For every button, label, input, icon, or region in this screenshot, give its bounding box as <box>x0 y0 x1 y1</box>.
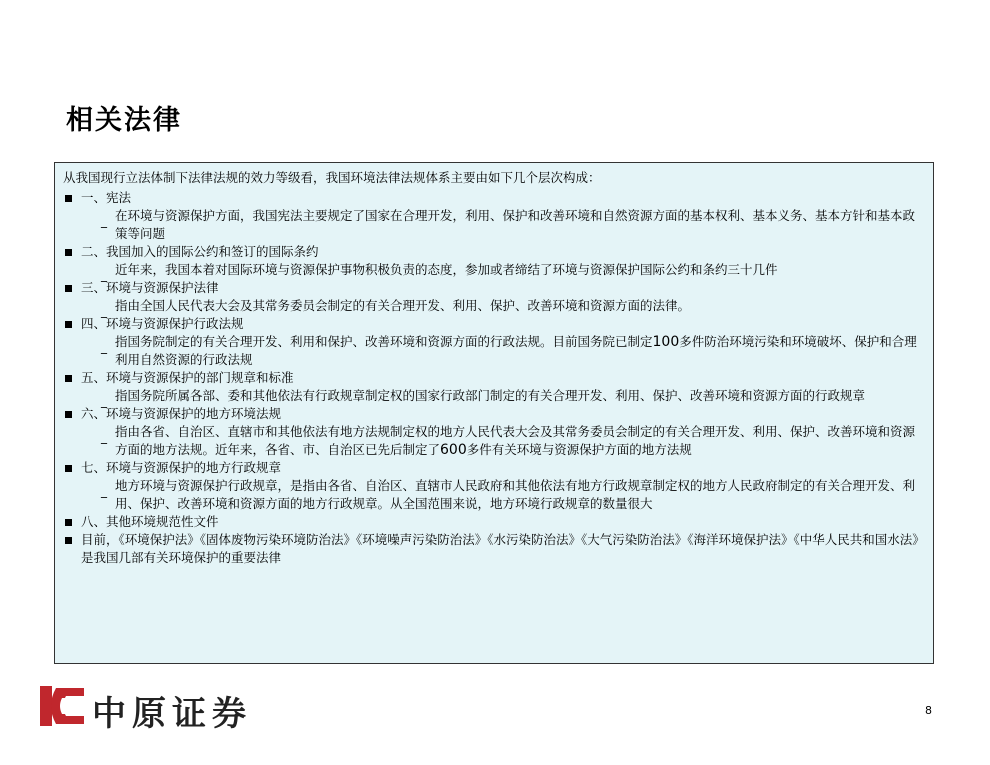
list-item <box>63 531 925 567</box>
bullet-icon <box>65 537 72 544</box>
item-heading: 目前，《环境保护法》《固体废物污染环境防治法》《环境噪声污染防治法》《水污染防治法》《大气污染防治法》《海洋环境保护法》《中华人民共和国水法》是我国几部有关环境保护的重要法律 <box>81 532 925 565</box>
sub-item <box>63 297 925 318</box>
item-heading: 五、环境与资源保护的部门规章和标准 <box>81 370 294 385</box>
sub-text: 指国务院制定的有关合理开发、利用和保护、改善环境和资源方面的行政法规。目前国务院已制定 <box>115 334 653 349</box>
list-item <box>63 513 925 531</box>
sub-item <box>63 207 925 243</box>
item-heading: 八、其他环境规范性文件 <box>81 514 219 529</box>
item-heading: 七、环境与资源保护的地方行政规章 <box>81 460 282 475</box>
dash-icon: _ <box>101 268 107 282</box>
dash-icon: _ <box>101 214 107 228</box>
bullet-icon <box>65 411 72 418</box>
sub-item <box>63 423 925 459</box>
item-heading: 二、我国加入的国际公约和签订的国际条约 <box>81 244 319 259</box>
bullet-icon <box>65 465 72 472</box>
bullet-icon <box>65 519 72 526</box>
sub-text: 近年来，我国本着对国际环境与资源保护事物积极负责的态度，参加或者缔结了环境与资源保护国际公约和条约三十几件 <box>115 262 778 277</box>
dash-icon: _ <box>101 304 107 318</box>
list-item <box>63 369 925 387</box>
bullet-icon <box>65 285 72 292</box>
page-number: 8 <box>925 704 932 717</box>
sub-item <box>63 387 925 408</box>
list-item <box>63 315 925 333</box>
page-title: 相关法律 <box>66 105 182 136</box>
list-item <box>63 405 925 423</box>
bullet-icon <box>65 321 72 328</box>
bullet-icon <box>65 375 72 382</box>
sub-text: 指由全国人民代表大会及其常务委员会制定的有关合理开发、利用、保护、改善环境和资源方面的法律。 <box>115 298 691 313</box>
item-heading: 三、环境与资源保护法律 <box>81 280 219 295</box>
company-logo <box>40 684 280 734</box>
dash-icon: _ <box>101 340 107 354</box>
content-panel <box>54 162 934 664</box>
dash-icon: _ <box>101 484 107 498</box>
sub-text: 指由各省、自治区、直辖市和其他依法有地方法规制定权的地方人民代表大会及其常务委员会制定的有关合理开发、利用、保护、改善环境和资源方面的地方法规。近年来，各省、市、自治区已先后制定了 <box>115 424 916 457</box>
dash-icon: _ <box>101 394 107 408</box>
sub-item <box>63 333 925 369</box>
count-number: 100 <box>652 334 680 350</box>
count-number: 600 <box>440 442 467 458</box>
bullet-icon <box>65 249 72 256</box>
sub-text: 地方环境与资源保护行政规章，是指由各省、自治区、直辖市人民政府和其他依法有地方行政规章制定权的地方人民政府制定的有关合理开发、利用、保护、改善环境和资源方面的地方行政规章。从全国范围来说，地方环境行政规章的数量很大 <box>115 478 916 511</box>
item-heading: 四、环境与资源保护行政法规 <box>81 316 244 331</box>
sub-text: 多件防治环境污染和环境破坏、保护和合理利用自然资源的行政法规 <box>115 334 917 367</box>
list-item <box>63 189 925 207</box>
list-item <box>63 279 925 297</box>
bullet-icon <box>65 195 72 202</box>
sub-item <box>63 477 925 513</box>
logo-mark-icon <box>40 684 86 728</box>
dash-icon: _ <box>101 430 107 444</box>
sub-text: 在环境与资源保护方面，我国宪法主要规定了国家在合理开发，利用、保护和改善环境和自然资源方面的基本权利、基本义务、基本方针和基本政策等问题 <box>115 208 916 241</box>
sub-text: 指国务院所属各部、委和其他依法有行政规章制定权的国家行政部门制定的有关合理开发、利用、保护、改善环境和资源方面的行政规章 <box>115 388 866 403</box>
logo-text: 中原证券 <box>92 694 252 734</box>
list-item <box>63 243 925 261</box>
list-item <box>63 459 925 477</box>
intro-text: 从我国现行立法体制下法律法规的效力等级看，我国环境法律法规体系主要由如下几个层次构成： <box>63 170 601 185</box>
item-heading: 一、宪法 <box>81 190 132 205</box>
sub-item <box>63 261 925 282</box>
sub-text: 多件有关环境与资源保护方面的地方法规 <box>466 442 692 457</box>
item-heading: 六、环境与资源保护的地方环境法规 <box>81 406 282 421</box>
